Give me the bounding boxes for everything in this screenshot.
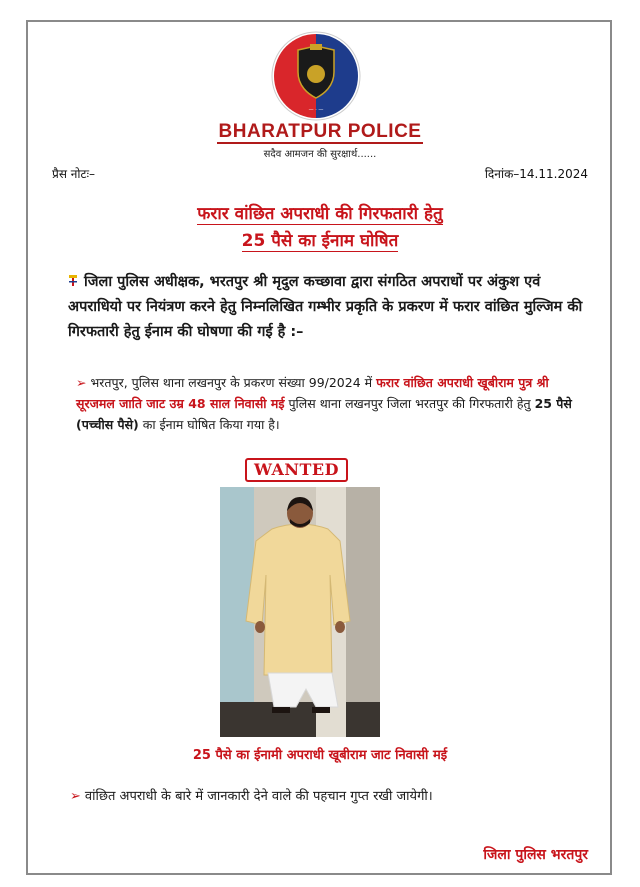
note-text: वांछित अपराधी के बारे में जानकारी देने वाले की पहचान गुप्त रखी जायेगी।: [84, 789, 433, 804]
case-text-1: भरतपुर, पुलिस थाना लखनपुर के प्रकरण संख्या 99/2024 में: [90, 375, 377, 390]
case-reward: 25 पैसे (पच्चीस पैसे): [76, 396, 572, 432]
wanted-stamp: WANTED: [245, 458, 348, 482]
headline-line-2: 25 पैसे का ईनाम घोषित: [241, 231, 399, 251]
arrow-bullet-icon: ➢: [76, 375, 87, 390]
brand-title: BHARATPUR POLICE: [218, 121, 422, 142]
press-note-label: प्रैस नोटः–: [52, 167, 95, 181]
signature: जिला पुलिस भरतपुर: [483, 847, 588, 863]
photo-caption: 25 पैसे का ईनामी अपराधी खूबीराम जाट निवासी मई: [192, 748, 448, 763]
case-text-2: पुलिस थाना लखनपुर जिला भरतपुर की गिरफतारी हेतु: [284, 396, 535, 411]
svg-text:— · —: — · —: [308, 107, 324, 113]
intro-paragraph: [68, 270, 588, 345]
case-accused: फरार वांछित अपराधी खूबीराम पुत्र श्री सूरजमल जाति जाट उम्र 48 साल निवासी मई: [76, 375, 549, 411]
police-emblem-icon: [270, 30, 362, 122]
suspect-photo-image: [220, 487, 380, 737]
headline-line-1: फरार वांछित अपराधी की गिरफतारी हेतु: [197, 204, 443, 224]
confidentiality-note: [70, 786, 570, 808]
pushpin-icon: [68, 273, 82, 287]
motto: सदैव आमजन की सुरक्षार्थ......: [263, 149, 377, 160]
date-label: दिनांक–14.11.2024: [484, 167, 588, 181]
suspect-photo: [220, 487, 380, 737]
arrow-bullet-icon: ➢: [70, 789, 81, 804]
case-text-3: का ईनाम घोषित किया गया है।: [138, 417, 280, 432]
case-details: [76, 372, 586, 435]
intro-text: जिला पुलिस अधीक्षक, भरतपुर श्री मृदुल कच्छावा द्वारा संगठित अपराधों पर अंकुश एवं अपराधियो पर नियंत्रण करने हेतु निम्नलिखित गम्भीर प्रकृति के प्रकरण में फरार वांछित मुल्जिम की गिरफतारी हेतु ईनाम की घोषणा की गई है :–: [68, 274, 583, 340]
